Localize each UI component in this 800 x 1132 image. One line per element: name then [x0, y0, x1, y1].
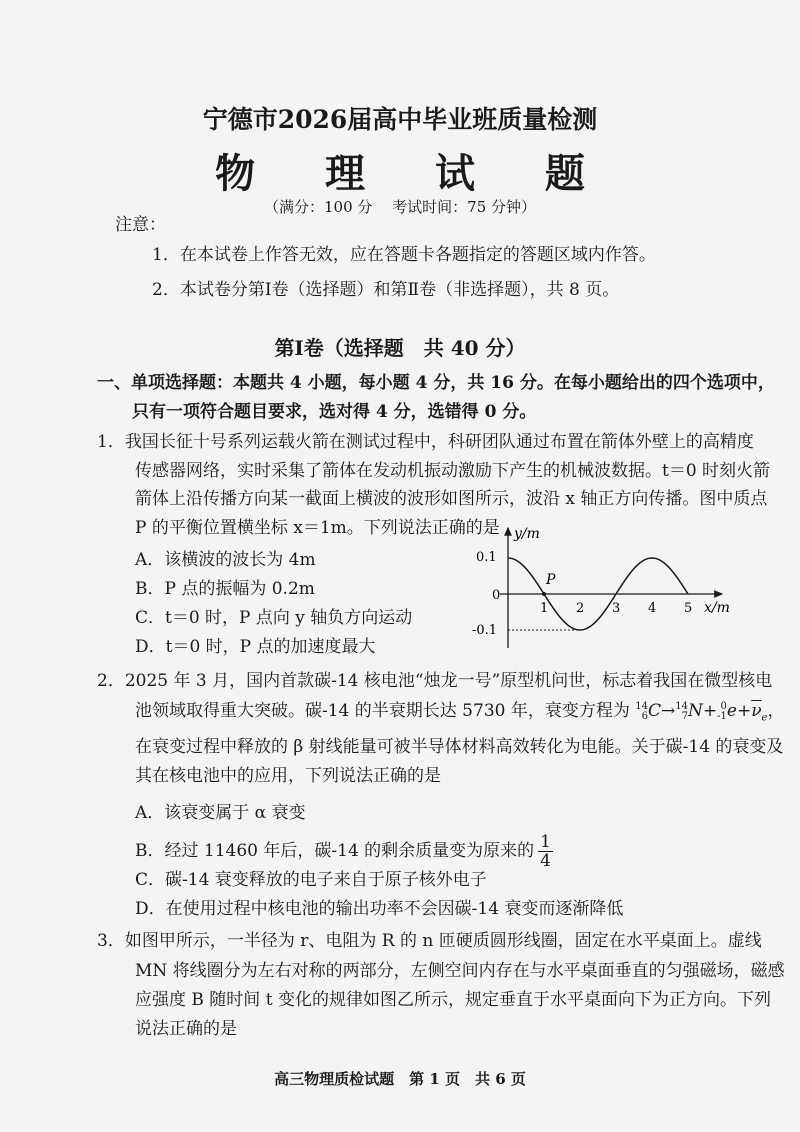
point-p-label: P	[546, 572, 556, 588]
q2-line-2-text: 池领域取得重大突破。碳-14 的半衰期长达 5730 年，衰变方程为	[135, 701, 630, 721]
plus-1: +	[702, 701, 718, 721]
q1-line-2: 传感器网络，实时采集了箭体在发动机振动激励下产生的机械波数据。t＝0 时刻火箭	[135, 461, 771, 481]
point-p-marker	[542, 592, 546, 596]
e-symbol: e	[726, 701, 737, 721]
wave-graph	[470, 520, 740, 655]
q1-option-d: D．t＝0 时，P 点的加速度最大	[135, 637, 376, 657]
y-axis-label: y/m	[514, 526, 540, 542]
part1-instruction-2: 只有一项符合题目要求，选对得 4 分，选错得 0 分。	[132, 402, 537, 422]
y-tick-bottom: -0.1	[472, 623, 498, 638]
x-axis-label: x/m	[704, 600, 730, 616]
part1-instruction-1: 一、单项选择题：本题共 4 小题，每小题 4 分，共 16 分。在每小题给出的四个选项中，	[97, 373, 775, 393]
e-charge-number: -1	[717, 710, 727, 722]
exam-title: 宁德市2026届高中毕业班质量检测	[202, 105, 598, 134]
c-mass-number: 14	[635, 700, 648, 712]
q1-option-b: B．P 点的振幅为 0.2m	[135, 579, 315, 599]
c-atomic-number: 6	[641, 710, 648, 722]
equation-trail: ，	[767, 701, 785, 721]
plus-2: +	[736, 701, 752, 721]
q2-line-1: 2．2025 年 3 月，国内首款碳-14 核电池“烛龙一号”原型机问世，标志着我国在微型核电	[97, 671, 773, 691]
section-title: 第Ⅰ卷（选择题 共 40 分）	[274, 336, 526, 360]
x-tick-2: 2	[576, 601, 585, 616]
page-footer: 高三物理质检试题 第 1 页 共 6 页	[274, 1070, 526, 1088]
x-tick-1: 1	[540, 601, 549, 616]
q2-line-3: 在衰变过程中释放的 β 射线能量可被半导体材料高效转化为电能。关于碳-14 的衰变及	[135, 737, 784, 757]
x-tick-4: 4	[648, 601, 657, 616]
y-tick-zero: 0	[492, 588, 501, 603]
q3-line-4: 说法正确的是	[135, 1019, 237, 1039]
c-symbol: C	[648, 701, 662, 721]
n-mass-number: 14	[675, 700, 688, 712]
q1-option-a: A．该横波的波长为 4m	[135, 550, 316, 570]
q2-option-b-text: B．经过 11460 年后，碳-14 的剩余质量变为原来的	[135, 841, 535, 861]
q1-option-c: C．t＝0 时，P 点向 y 轴负方向运动	[135, 608, 413, 628]
q1-line-4: P 的平衡位置横坐标 x＝1m。下列说法正确的是	[135, 518, 500, 538]
y-tick-top: 0.1	[476, 550, 497, 565]
fraction-numerator: 1	[540, 831, 551, 852]
q1-line-1: 1．我国长征十号系列运载火箭在测试过程中，科研团队通过布置在箭体外壁上的高精度	[97, 432, 754, 452]
notice-item-1: 1．在本试卷上作答无效，应在答题卡各题指定的答题区域内作答。	[152, 245, 656, 265]
n-atomic-number: 7	[681, 710, 688, 722]
q2-option-d: D．在使用过程中核电池的输出功率不会因碳-14 衰变而逐渐降低	[135, 899, 624, 919]
e-mass-number: 0	[720, 700, 727, 712]
q2-line-4: 其在核电池中的应用，下列说法正确的是	[135, 766, 441, 786]
q2-option-a: A．该衰变属于 α 衰变	[135, 803, 306, 823]
fraction-one-quarter	[538, 833, 553, 870]
x-tick-3: 3	[612, 601, 621, 616]
arrow: →	[661, 701, 676, 721]
q3-line-3: 应强度 B 随时间 t 变化的规律如图乙所示，规定垂直于水平桌面向下为正方向。下列	[135, 990, 771, 1010]
q1-line-3: 箭体上沿传播方向某一截面上横波的波形如图所示，波沿 x 轴正方向传播。图中质点	[135, 489, 768, 509]
antineutrino-symbol: $\overline{\nu}$	[751, 701, 762, 721]
q3-line-1: 3．如图甲所示，一半径为 r、电阻为 R 的 n 匝硬质圆形线圈，固定在水平桌面上。虚线	[97, 931, 762, 951]
n-symbol: N	[688, 701, 703, 721]
q2-option-c: C．碳-14 衰变释放的电子来自于原子核外电子	[135, 870, 487, 890]
exam-meta: （满分：100 分 考试时间：75 分钟）	[263, 198, 537, 216]
subject-title: 物 理 试 题	[215, 150, 613, 197]
notice-label: 注意：	[115, 215, 166, 235]
decay-equation	[630, 700, 785, 724]
antineutrino-subscript: e	[761, 712, 768, 724]
x-tick-5: 5	[684, 601, 693, 616]
fraction-denominator: 4	[540, 850, 551, 871]
notice-item-2: 2．本试卷分第Ⅰ卷（选择题）和第Ⅱ卷（非选择题），共 8 页。	[152, 280, 620, 300]
q2-line-2	[135, 698, 784, 731]
q3-line-2: MN 将线圈分为左右对称的两部分，左侧空间内存在与水平桌面垂直的匀强磁场，磁感	[135, 961, 785, 981]
